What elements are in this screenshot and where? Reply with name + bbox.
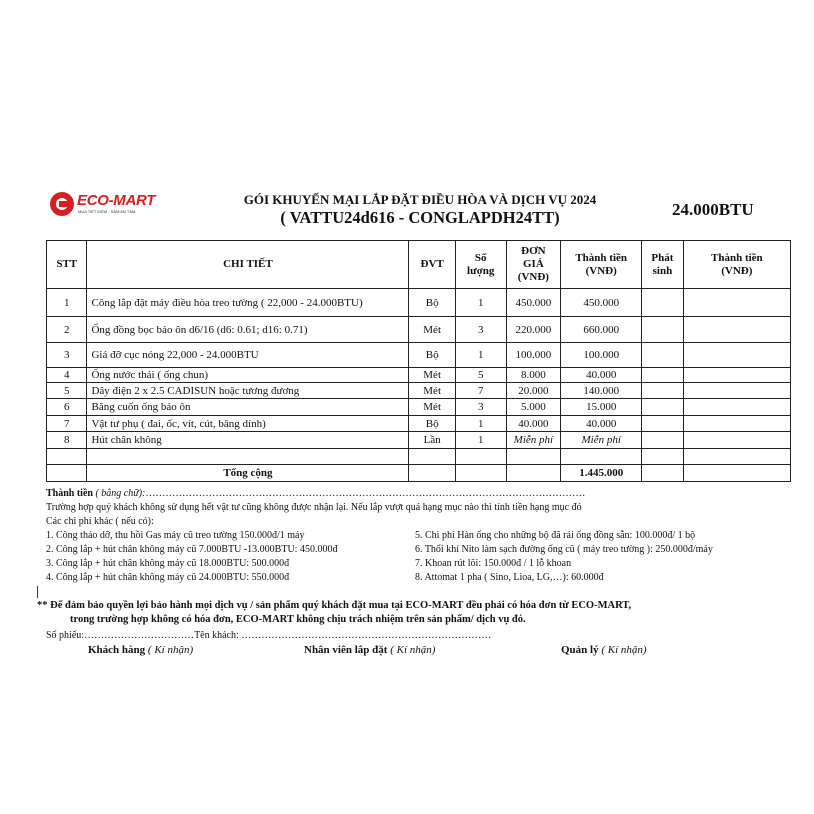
capacity-label: 24.000BTU [672,200,754,219]
logo-brand: ECO-MART [77,192,156,209]
warranty-note-1: ** Để đảm bảo quyền lợi bảo hành mọi dịch vụ / sản phẩm quý khách đặt mua tại ECO-MART đều phải có hóa đơn từ ECO-MART, [37,600,632,611]
cost-item: 7. Khoan rút lõi: 150.000đ / 1 lỗ khoan [415,558,572,569]
signature-manager: Quản lý ( Kí nhận) [561,644,647,656]
table-row: 6 Băng cuốn ống bảo ôn Mét 3 5.000 15.000 [47,399,791,416]
total-label: Tổng cộng [87,465,409,482]
quotation-table [46,240,791,482]
cost-item: 1. Công tháo dỡ, thu hồi Gas máy cũ treo tường 150.000đ/1 máy [46,530,305,541]
amount-in-words: Thành tiền ( bằng chữ):…………………………………………………………………………………………………………………… [46,488,586,499]
signature-installer: Nhân viên lắp đặt ( Kí nhận) [304,644,436,656]
table-row: 8 Hút chân không Lần 1 Miễn phí Miễn phí [47,432,791,449]
table-row: 3 Giá đỡ cục nóng 22,000 - 24.000BTU Bộ 1 100.000 100.000 [47,343,791,368]
eco-mart-logo-icon [50,192,74,216]
warranty-note-2: trong trường hợp không có hóa đơn, ECO-MART không chịu trách nhiệm trên sản phẩm/ dịch vụ đó. [70,614,526,625]
note-line: Trường hợp quý khách không sử dụng hết vật tư cũng không được nhận lại. Nếu lắp vượt quá hạng mục nào thì tính tiền hạng mục đó [46,502,582,513]
table-row: 5 Dây điện 2 x 2.5 CADISUN hoặc tương đương Mét 7 20.000 140.000 [47,383,791,399]
table-row: 2 Ống đồng bọc bảo ôn d6/16 (d6: 0.61; d16: 0.71) Mét 3 220.000 660.000 [47,317,791,343]
cost-item: 8. Attomat 1 pha ( Sino, Lioa, LG,…): 60.000đ [415,572,604,583]
page-subtitle: ( VATTU24d616 - CONGLAPDH24TT) [280,208,560,227]
logo-tagline: MUA TIẾT KIỆM - SẮM AN TÂM [78,209,136,214]
col-extra-amount: Thành tiền (VNĐ) [683,241,790,289]
table-row-empty [47,449,791,465]
col-detail: CHI TIẾT [87,241,409,289]
cost-item: 2. Công lắp + hút chân không máy cũ 7.000BTU -13.000BTU: 450.000đ [46,544,338,555]
table-total-row [47,465,791,482]
table-row: 7 Vật tư phụ ( đai, ốc, vít, cút, băng dính) Bộ 1 40.000 40.000 [47,416,791,432]
cost-item: 4. Công lắp + hút chân không máy cũ 24.000BTU: 550.000đ [46,572,290,583]
divider [37,586,38,598]
table-header-row [47,241,791,289]
total-value: 1.445.000 [561,465,642,482]
cost-item: 3. Công lắp + hút chân không máy cũ 18.000BTU: 500.000đ [46,558,290,569]
table-row: 1 Công lắp đặt máy điều hòa treo tường ( 22,000 - 24.000BTU) Bộ 1 450.000 450.000 [47,289,791,317]
col-extra: Phát sinh [642,241,684,289]
signature-customer: Khách hàng ( Kí nhận) [88,644,194,656]
ticket-info: Số phiếu:……………………………Tên khách: ………………………………………………………………… [46,630,492,641]
other-costs-label: Các chi phí khác ( nếu có): [46,516,154,527]
col-price: ĐƠN GIÁ (VNĐ) [506,241,561,289]
cost-item: 5. Chi phí Hàn ống cho những bộ đã rải ống đồng sẵn: 100.000đ/ 1 bộ [415,530,696,541]
col-stt: STT [47,241,87,289]
col-qty: Số lượng [455,241,506,289]
table-row: 4 Ống nước thải ( ống chun) Mét 5 8.000 40.000 [47,368,791,383]
col-amount: Thành tiền (VNĐ) [561,241,642,289]
col-unit: ĐVT [409,241,456,289]
cost-item: 6. Thổi khí Nito làm sạch đường ống cũ ( máy treo tường ): 250.000đ/máy [415,544,713,555]
page-title: GÓI KHUYẾN MẠI LẮP ĐẶT ĐIỀU HÒA VÀ DỊCH VỤ 2024 [243,192,597,207]
